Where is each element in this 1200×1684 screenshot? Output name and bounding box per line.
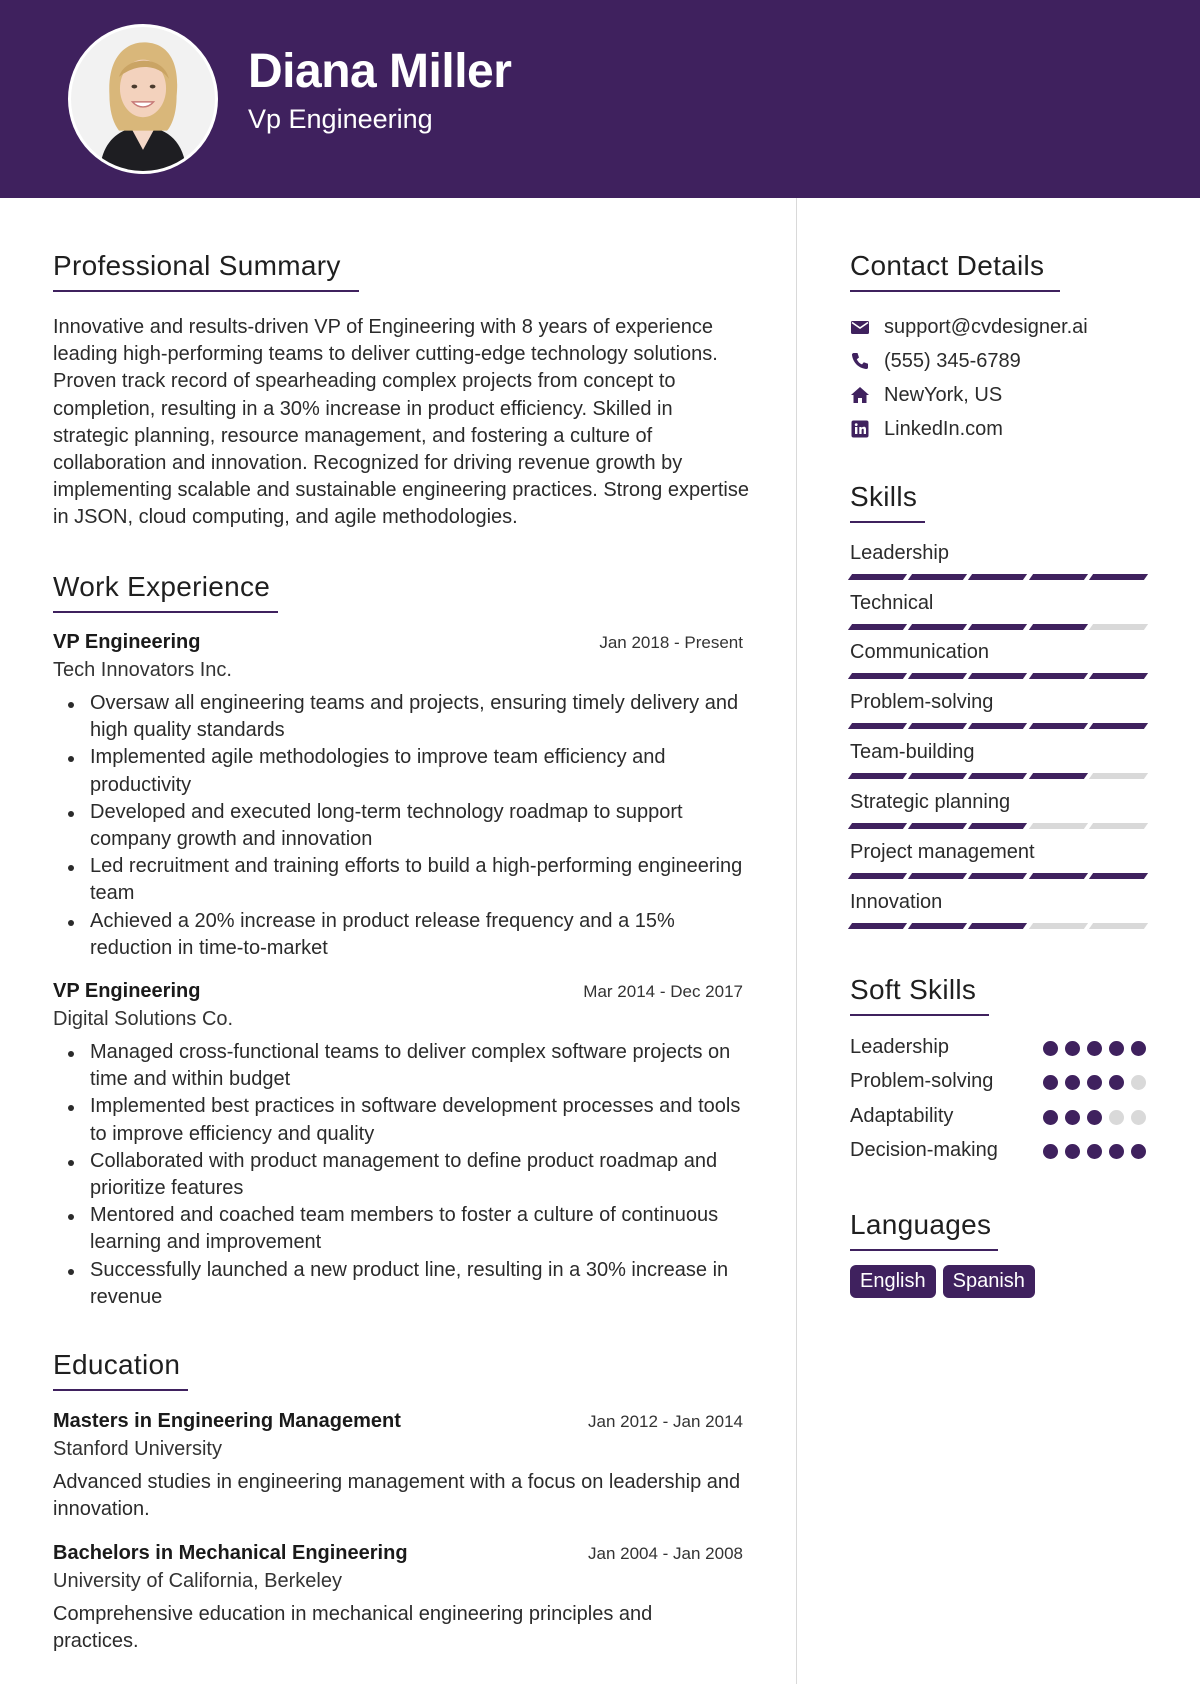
skill-name: Team-building bbox=[850, 741, 975, 763]
skill-level-segment bbox=[908, 673, 967, 679]
contact-location-text: NewYork, US bbox=[884, 383, 1003, 406]
candidate-title: Vp Engineering bbox=[248, 104, 433, 134]
skill-level-segment bbox=[1029, 773, 1088, 779]
skill-level-segment bbox=[1029, 624, 1088, 630]
rating-dot bbox=[1109, 1041, 1124, 1056]
soft-skill-rating bbox=[1043, 1041, 1146, 1056]
rating-dot bbox=[1131, 1144, 1146, 1159]
rating-dot bbox=[1131, 1075, 1146, 1090]
skill-level-segment bbox=[1089, 923, 1148, 929]
skill-level-segment bbox=[968, 574, 1027, 580]
rating-dot bbox=[1087, 1110, 1102, 1125]
contact-location bbox=[850, 382, 1002, 408]
contact-linkedin[interactable] bbox=[850, 416, 1003, 442]
job-date: Jan 2018 - Present bbox=[599, 633, 743, 652]
job-bullet: Managed cross-functional teams to deliver complex software projects on time and within budget bbox=[53, 1039, 743, 1093]
rating-dot bbox=[1043, 1110, 1058, 1125]
skill-level-segment bbox=[848, 923, 907, 929]
skill-level-bar bbox=[850, 923, 1146, 929]
profile-photo bbox=[68, 24, 218, 174]
phone-icon bbox=[850, 351, 870, 371]
skill-level-segment bbox=[968, 624, 1027, 630]
skill-level-segment bbox=[848, 773, 907, 779]
job-bullet: Oversaw all engineering teams and projects, ensuring timely delivery and high quality standards bbox=[53, 690, 743, 744]
job-entry bbox=[53, 631, 743, 962]
rating-dot bbox=[1065, 1041, 1080, 1056]
rating-dot bbox=[1043, 1075, 1058, 1090]
rating-dot bbox=[1043, 1041, 1058, 1056]
skill-name: Communication bbox=[850, 641, 989, 663]
skill-level-segment bbox=[908, 574, 967, 580]
avatar-portrait-icon bbox=[71, 27, 215, 171]
skill-item bbox=[850, 542, 1146, 580]
edu-description: Advanced studies in engineering management with a focus on leadership and innovation. bbox=[53, 1471, 741, 1521]
edu-date: Jan 2004 - Jan 2008 bbox=[587, 1544, 743, 1563]
linkedin-icon bbox=[850, 419, 870, 439]
candidate-name: Diana Miller bbox=[248, 45, 512, 98]
skill-level-segment bbox=[848, 574, 907, 580]
job-role: VP Engineering bbox=[53, 980, 201, 1002]
job-bullet: Mentored and coached team members to foster a culture of continuous learning and improvement bbox=[53, 1202, 743, 1256]
job-bullet: Led recruitment and training efforts to build a high-performing engineering team bbox=[53, 853, 743, 907]
language-badge: English bbox=[850, 1265, 936, 1298]
skill-name: Leadership bbox=[850, 542, 949, 564]
skill-item bbox=[850, 691, 1146, 729]
soft-skill-name: Leadership bbox=[850, 1036, 949, 1058]
contact-phone-text: (555) 345-6789 bbox=[884, 349, 1021, 372]
skill-item bbox=[850, 641, 1146, 679]
skill-level-bar bbox=[850, 624, 1146, 630]
skill-level-segment bbox=[848, 673, 907, 679]
skill-name: Innovation bbox=[850, 891, 943, 913]
job-date: Mar 2014 - Dec 2017 bbox=[583, 982, 743, 1001]
skill-level-bar bbox=[850, 873, 1146, 879]
rating-dot bbox=[1065, 1075, 1080, 1090]
skill-level-segment bbox=[1029, 823, 1088, 829]
contact-phone[interactable] bbox=[850, 348, 1021, 374]
contact-email[interactable] bbox=[850, 314, 1088, 340]
skill-level-segment bbox=[968, 923, 1027, 929]
soft-skill-item bbox=[850, 1034, 1146, 1062]
skill-level-segment bbox=[1029, 723, 1088, 729]
skill-level-bar bbox=[850, 823, 1146, 829]
skills-heading: Skills bbox=[850, 481, 925, 523]
skill-level-segment bbox=[1089, 624, 1148, 630]
skill-level-segment bbox=[908, 723, 967, 729]
skill-level-segment bbox=[1089, 673, 1148, 679]
job-company: Digital Solutions Co. bbox=[53, 1008, 234, 1030]
resume-header bbox=[0, 0, 1200, 198]
skill-item bbox=[850, 592, 1146, 630]
envelope-icon bbox=[850, 317, 870, 337]
edu-degree: Bachelors in Mechanical Engineering bbox=[53, 1542, 408, 1564]
education-entry bbox=[53, 1542, 743, 1655]
summary-text: Innovative and results-driven VP of Engineering with 8 years of experience leading high-performing teams to deliver cutting-edge technology solutions. Proven track record of spearheading complex projects from concept to completion, resulting in a 30% increase in product efficiency. Skilled in strategic planning, resource management, and fostering a culture of collaboration and innovation. Recognized for driving revenue growth by implementing scalable and sustainable engineering practices. Strong expertise in JSON, cloud computing, and agile methodologies. bbox=[53, 316, 749, 529]
skill-item bbox=[850, 891, 1146, 929]
rating-dot bbox=[1109, 1075, 1124, 1090]
edu-date: Jan 2012 - Jan 2014 bbox=[587, 1412, 743, 1431]
skill-level-bar bbox=[850, 574, 1146, 580]
soft-skills-heading: Soft Skills bbox=[850, 974, 989, 1016]
rating-dot bbox=[1109, 1110, 1124, 1125]
skill-item bbox=[850, 791, 1146, 829]
skill-level-segment bbox=[1029, 873, 1088, 879]
skill-level-segment bbox=[908, 773, 967, 779]
contact-heading: Contact Details bbox=[850, 250, 1060, 292]
experience-heading: Work Experience bbox=[53, 571, 278, 613]
contact-linkedin-text: LinkedIn.com bbox=[884, 417, 1003, 440]
education-heading: Education bbox=[53, 1349, 188, 1391]
language-badge: Spanish bbox=[943, 1265, 1035, 1298]
skill-name: Problem-solving bbox=[850, 691, 994, 713]
job-bullet: Developed and executed long-term technology roadmap to support company growth and innovation bbox=[53, 799, 743, 853]
rating-dot bbox=[1109, 1144, 1124, 1159]
skill-level-segment bbox=[1089, 773, 1148, 779]
skill-level-bar bbox=[850, 723, 1146, 729]
soft-skill-name: Problem-solving bbox=[850, 1070, 994, 1092]
soft-skill-rating bbox=[1043, 1075, 1146, 1090]
skill-level-bar bbox=[850, 673, 1146, 679]
skill-level-segment bbox=[968, 873, 1027, 879]
rating-dot bbox=[1043, 1144, 1058, 1159]
skill-level-segment bbox=[1029, 673, 1088, 679]
skill-level-bar bbox=[850, 773, 1146, 779]
skill-level-segment bbox=[1089, 823, 1148, 829]
skill-level-segment bbox=[968, 773, 1027, 779]
job-company: Tech Innovators Inc. bbox=[53, 659, 232, 681]
soft-skill-name: Decision-making bbox=[850, 1139, 998, 1161]
skill-level-segment bbox=[1089, 574, 1148, 580]
job-bullet: Successfully launched a new product line, resulting in a 30% increase in revenue bbox=[53, 1257, 743, 1311]
job-bullets bbox=[53, 1039, 743, 1311]
skill-level-segment bbox=[1029, 574, 1088, 580]
rating-dot bbox=[1087, 1075, 1102, 1090]
rating-dot bbox=[1131, 1041, 1146, 1056]
job-bullet: Implemented agile methodologies to improve team efficiency and productivity bbox=[53, 744, 743, 798]
soft-skill-name: Adaptability bbox=[850, 1105, 954, 1127]
job-bullets bbox=[53, 690, 743, 962]
skill-level-segment bbox=[908, 624, 967, 630]
rating-dot bbox=[1065, 1144, 1080, 1159]
job-bullet: Collaborated with product management to define product roadmap and prioritize features bbox=[53, 1148, 743, 1202]
skill-level-segment bbox=[968, 823, 1027, 829]
languages-heading: Languages bbox=[850, 1209, 998, 1251]
skill-level-segment bbox=[848, 873, 907, 879]
skill-level-segment bbox=[848, 823, 907, 829]
education-entry bbox=[53, 1410, 743, 1523]
edu-description: Comprehensive education in mechanical engineering principles and practices. bbox=[53, 1603, 653, 1653]
skill-level-segment bbox=[968, 723, 1027, 729]
contact-email-text: support@cvdesigner.ai bbox=[884, 315, 1088, 338]
summary-heading: Professional Summary bbox=[53, 250, 359, 292]
job-bullet: Achieved a 20% increase in product release frequency and a 15% reduction in time-to-market bbox=[53, 908, 743, 962]
soft-skill-rating bbox=[1043, 1144, 1146, 1159]
skill-name: Strategic planning bbox=[850, 791, 1011, 813]
edu-school: University of California, Berkeley bbox=[53, 1570, 342, 1592]
skill-item bbox=[850, 741, 1146, 779]
edu-school: Stanford University bbox=[53, 1438, 222, 1460]
soft-skill-item bbox=[850, 1068, 1146, 1096]
skill-name: Project management bbox=[850, 841, 1035, 863]
skill-level-segment bbox=[908, 873, 967, 879]
skill-level-segment bbox=[848, 624, 907, 630]
rating-dot bbox=[1131, 1110, 1146, 1125]
skill-level-segment bbox=[1089, 873, 1148, 879]
rating-dot bbox=[1087, 1144, 1102, 1159]
edu-degree: Masters in Engineering Management bbox=[53, 1410, 401, 1432]
column-divider bbox=[796, 198, 797, 1684]
job-entry bbox=[53, 980, 743, 1311]
soft-skill-rating bbox=[1043, 1110, 1146, 1125]
rating-dot bbox=[1087, 1041, 1102, 1056]
languages-list bbox=[850, 1265, 1035, 1298]
skill-level-segment bbox=[908, 923, 967, 929]
skill-name: Technical bbox=[850, 592, 934, 614]
soft-skill-item bbox=[850, 1137, 1146, 1165]
skill-level-segment bbox=[1089, 723, 1148, 729]
job-role: VP Engineering bbox=[53, 631, 201, 653]
skill-level-segment bbox=[968, 673, 1027, 679]
skill-item bbox=[850, 841, 1146, 879]
skill-level-segment bbox=[1029, 923, 1088, 929]
skill-level-segment bbox=[908, 823, 967, 829]
skill-level-segment bbox=[848, 723, 907, 729]
soft-skill-item bbox=[850, 1103, 1146, 1131]
rating-dot bbox=[1065, 1110, 1080, 1125]
home-icon bbox=[850, 385, 870, 405]
job-bullet: Implemented best practices in software development processes and tools to improve efficiency and quality bbox=[53, 1093, 743, 1147]
